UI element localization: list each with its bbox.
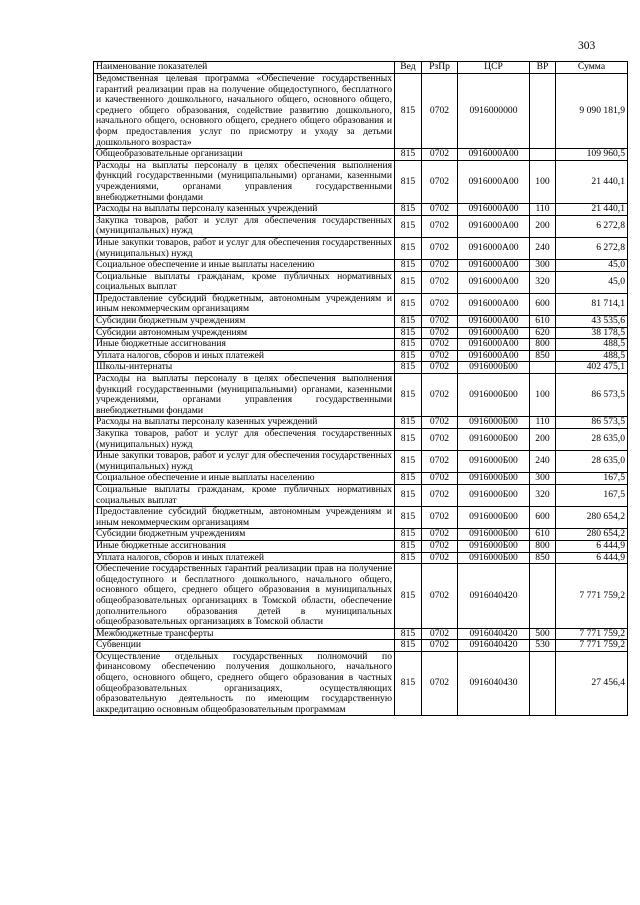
row-vr: 530 [530, 640, 556, 652]
row-csr: 0916000А00 [458, 149, 530, 161]
row-csr: 0916000А00 [458, 260, 530, 272]
row-rzpr: 0702 [422, 651, 458, 716]
table-row [94, 339, 628, 351]
row-name: Расходы на выплаты персоналу казенных учреждений [94, 417, 395, 429]
row-rzpr: 0702 [422, 350, 458, 362]
row-vr: 600 [530, 293, 556, 315]
row-vr: 110 [530, 417, 556, 429]
row-name: Субсидии бюджетным учреждениям [94, 529, 395, 541]
row-ved: 815 [395, 628, 422, 640]
row-name: Расходы на выплаты персоналу казенных учреждений [94, 204, 395, 216]
row-ved: 815 [395, 316, 422, 328]
row-name: Субвенции [94, 640, 395, 652]
table-row [94, 552, 628, 564]
row-csr: 0916000Б00 [458, 473, 530, 485]
row-sum: 488,5 [556, 339, 628, 351]
row-sum: 28 635,0 [556, 429, 628, 451]
table-row [94, 564, 628, 629]
table-row [94, 429, 628, 451]
row-vr: 850 [530, 552, 556, 564]
row-vr: 200 [530, 429, 556, 451]
row-vr: 850 [530, 350, 556, 362]
table-row [94, 484, 628, 506]
row-sum: 6 272,8 [556, 215, 628, 237]
row-rzpr: 0702 [422, 74, 458, 149]
row-vr: 600 [530, 507, 556, 529]
row-name: Межбюджетные трансферты [94, 628, 395, 640]
header-rzpr: РзПр [422, 62, 458, 74]
row-rzpr: 0702 [422, 552, 458, 564]
row-csr: 0916040420 [458, 640, 530, 652]
row-ved: 815 [395, 215, 422, 237]
row-csr: 0916000А00 [458, 339, 530, 351]
row-ved: 815 [395, 237, 422, 259]
row-sum: 86 573,5 [556, 417, 628, 429]
row-vr: 100 [530, 374, 556, 417]
row-rzpr: 0702 [422, 417, 458, 429]
row-vr: 240 [530, 237, 556, 259]
row-ved: 815 [395, 564, 422, 629]
row-rzpr: 0702 [422, 362, 458, 374]
row-rzpr: 0702 [422, 628, 458, 640]
row-vr: 320 [530, 271, 556, 293]
row-csr: 0916000А00 [458, 350, 530, 362]
row-sum: 86 573,5 [556, 374, 628, 417]
row-sum: 167,5 [556, 484, 628, 506]
row-name: Социальное обеспечение и иные выплаты населению [94, 260, 395, 272]
table-row [94, 350, 628, 362]
row-csr: 0916040420 [458, 564, 530, 629]
row-rzpr: 0702 [422, 473, 458, 485]
row-name: Расходы на выплаты персоналу в целях обеспечения выполнения функций государственными (муниципальными) органами, казенными учреждениями, органами управления государственными внебюджетными фондами [94, 160, 395, 203]
row-rzpr: 0702 [422, 204, 458, 216]
table-row [94, 271, 628, 293]
row-vr: 320 [530, 484, 556, 506]
row-ved: 815 [395, 350, 422, 362]
row-sum: 21 440,1 [556, 204, 628, 216]
header-ved: Вед [395, 62, 422, 74]
row-sum: 81 714,1 [556, 293, 628, 315]
row-sum: 7 771 759,2 [556, 564, 628, 629]
row-sum: 45,0 [556, 271, 628, 293]
row-name: Закупка товаров, работ и услуг для обеспечения государственных (муниципальных) нужд [94, 429, 395, 451]
row-ved: 815 [395, 260, 422, 272]
row-ved: 815 [395, 327, 422, 339]
row-name: Социальные выплаты гражданам, кроме публичных нормативных социальных выплат [94, 484, 395, 506]
table-header-row [94, 62, 628, 74]
row-csr: 0916000А00 [458, 327, 530, 339]
row-ved: 815 [395, 339, 422, 351]
header-csr: ЦСР [458, 62, 530, 74]
row-rzpr: 0702 [422, 374, 458, 417]
header-vr: ВР [530, 62, 556, 74]
table-row [94, 628, 628, 640]
row-ved: 815 [395, 451, 422, 473]
row-ved: 815 [395, 651, 422, 716]
row-name: Иные бюджетные ассигнования [94, 540, 395, 552]
row-csr: 0916000Б00 [458, 451, 530, 473]
row-rzpr: 0702 [422, 316, 458, 328]
row-sum: 28 635,0 [556, 451, 628, 473]
row-ved: 815 [395, 507, 422, 529]
row-ved: 815 [395, 473, 422, 485]
row-vr: 800 [530, 339, 556, 351]
row-rzpr: 0702 [422, 451, 458, 473]
row-name: Закупка товаров, работ и услуг для обеспечения государственных (муниципальных) нужд [94, 215, 395, 237]
row-vr: 100 [530, 160, 556, 203]
table-row [94, 204, 628, 216]
row-csr: 0916000Б00 [458, 429, 530, 451]
row-sum: 43 535,6 [556, 316, 628, 328]
row-vr [530, 149, 556, 161]
row-csr: 0916000А00 [458, 271, 530, 293]
header-sum: Сумма [556, 62, 628, 74]
row-sum: 9 090 181,9 [556, 74, 628, 149]
row-ved: 815 [395, 374, 422, 417]
table-row [94, 473, 628, 485]
row-vr: 500 [530, 628, 556, 640]
row-vr: 200 [530, 215, 556, 237]
row-csr: 0916000А00 [458, 215, 530, 237]
row-sum: 45,0 [556, 260, 628, 272]
row-ved: 815 [395, 74, 422, 149]
table-row [94, 362, 628, 374]
row-name: Расходы на выплаты персоналу в целях обеспечения выполнения функций государственными (муниципальными) органами, казенными учреждениями, органами управления государственными внебюджетными фондами [94, 374, 395, 417]
row-csr: 0916000А00 [458, 237, 530, 259]
row-ved: 815 [395, 362, 422, 374]
row-sum: 6 272,8 [556, 237, 628, 259]
table-row [94, 640, 628, 652]
row-sum: 27 456,4 [556, 651, 628, 716]
row-name: Школы-интернаты [94, 362, 395, 374]
row-sum: 167,5 [556, 473, 628, 485]
row-rzpr: 0702 [422, 237, 458, 259]
row-vr: 610 [530, 316, 556, 328]
row-name: Иные закупки товаров, работ и услуг для обеспечения государственных (муниципальных) нужд [94, 237, 395, 259]
row-vr [530, 74, 556, 149]
table-row [94, 149, 628, 161]
row-sum: 21 440,1 [556, 160, 628, 203]
table-row [94, 74, 628, 149]
row-sum: 6 444,9 [556, 540, 628, 552]
row-ved: 815 [395, 149, 422, 161]
row-sum: 6 444,9 [556, 552, 628, 564]
row-csr: 0916000Б00 [458, 374, 530, 417]
row-vr: 610 [530, 529, 556, 541]
row-csr: 0916040420 [458, 628, 530, 640]
row-name: Уплата налогов, сборов и иных платежей [94, 350, 395, 362]
row-ved: 815 [395, 529, 422, 541]
row-rzpr: 0702 [422, 339, 458, 351]
row-sum: 488,5 [556, 350, 628, 362]
row-csr: 0916000А00 [458, 316, 530, 328]
row-csr: 0916000Б00 [458, 507, 530, 529]
row-vr [530, 564, 556, 629]
row-csr: 0916000Б00 [458, 540, 530, 552]
row-sum: 280 654,2 [556, 529, 628, 541]
table-row [94, 451, 628, 473]
row-rzpr: 0702 [422, 529, 458, 541]
row-name: Общеобразовательные организации [94, 149, 395, 161]
row-rzpr: 0702 [422, 160, 458, 203]
row-vr: 300 [530, 260, 556, 272]
table-row [94, 215, 628, 237]
row-rzpr: 0702 [422, 149, 458, 161]
row-rzpr: 0702 [422, 640, 458, 652]
table-row [94, 316, 628, 328]
row-name: Предоставление субсидий бюджетным, автономным учреждениям и иным некоммерческим организациям [94, 507, 395, 529]
row-name: Иные закупки товаров, работ и услуг для обеспечения государственных (муниципальных) нужд [94, 451, 395, 473]
row-name: Обеспечение государственных гарантий реализации прав на получение общедоступного и бесплатного дошкольного, начального общего, основного общего, среднего общего образования в муниципальных общеобразовательных организациях в Томской области, обеспечение дополнительного образования детей в муниципальных общеобразовательных организациях в Томской области [94, 564, 395, 629]
row-vr [530, 651, 556, 716]
row-rzpr: 0702 [422, 293, 458, 315]
row-rzpr: 0702 [422, 327, 458, 339]
table-row [94, 540, 628, 552]
row-ved: 815 [395, 293, 422, 315]
row-rzpr: 0702 [422, 429, 458, 451]
table-row [94, 160, 628, 203]
row-csr: 0916000Б00 [458, 417, 530, 429]
row-name: Субсидии бюджетным учреждениям [94, 316, 395, 328]
row-vr [530, 362, 556, 374]
row-ved: 815 [395, 552, 422, 564]
budget-table [93, 61, 628, 716]
row-rzpr: 0702 [422, 260, 458, 272]
header-name: Наименование показателей [94, 62, 395, 74]
row-name: Субсидии автономным учреждениям [94, 327, 395, 339]
row-vr: 620 [530, 327, 556, 339]
row-ved: 815 [395, 540, 422, 552]
table-row [94, 529, 628, 541]
row-rzpr: 0702 [422, 484, 458, 506]
table-row [94, 237, 628, 259]
row-vr: 240 [530, 451, 556, 473]
row-csr: 0916000А00 [458, 293, 530, 315]
row-sum: 38 178,5 [556, 327, 628, 339]
row-vr: 110 [530, 204, 556, 216]
table-row [94, 374, 628, 417]
row-csr: 0916000А00 [458, 204, 530, 216]
row-sum: 280 654,2 [556, 507, 628, 529]
row-name: Уплата налогов, сборов и иных платежей [94, 552, 395, 564]
row-ved: 815 [395, 640, 422, 652]
row-name: Осуществление отдельных государственных полномочий по финансовому обеспечению получения дошкольного, начального общего, основного общего, среднего общего образования в частных общеобразовательных организациях, осуществляющих образовательную деятельность по имеющим государственную аккредитацию основным общеобразовательным программам [94, 651, 395, 716]
row-csr: 0916000000 [458, 74, 530, 149]
row-rzpr: 0702 [422, 215, 458, 237]
row-name: Предоставление субсидий бюджетным, автономным учреждениям и иным некоммерческим организациям [94, 293, 395, 315]
row-ved: 815 [395, 429, 422, 451]
row-csr: 0916000Б00 [458, 362, 530, 374]
row-sum: 7 771 759,2 [556, 628, 628, 640]
row-ved: 815 [395, 271, 422, 293]
row-name: Иные бюджетные ассигнования [94, 339, 395, 351]
row-csr: 0916000Б00 [458, 529, 530, 541]
row-ved: 815 [395, 417, 422, 429]
row-csr: 0916000Б00 [458, 484, 530, 506]
row-ved: 815 [395, 484, 422, 506]
row-rzpr: 0702 [422, 564, 458, 629]
row-rzpr: 0702 [422, 507, 458, 529]
row-csr: 0916040430 [458, 651, 530, 716]
row-name: Ведомственная целевая программа «Обеспечение государственных гарантий реализации прав на получение общедоступного, бесплатного и качественного дошкольного, начального общего, основного общего, среднего общего образования, содействие развитию дошкольного, начального общего, основного общего, среднего общего образования и форм предоставления услуг по присмотру и уходу за детьми дошкольного возраста» [94, 74, 395, 149]
table-row [94, 293, 628, 315]
row-vr: 300 [530, 473, 556, 485]
row-sum: 109 960,5 [556, 149, 628, 161]
row-rzpr: 0702 [422, 271, 458, 293]
row-vr: 800 [530, 540, 556, 552]
table-row [94, 327, 628, 339]
row-sum: 402 475,1 [556, 362, 628, 374]
table-row [94, 507, 628, 529]
row-rzpr: 0702 [422, 540, 458, 552]
table-body [94, 74, 628, 716]
table-row [94, 651, 628, 716]
row-csr: 0916000А00 [458, 160, 530, 203]
table-row [94, 260, 628, 272]
page-number: 303 [578, 40, 596, 52]
row-ved: 815 [395, 160, 422, 203]
row-sum: 7 771 759,2 [556, 640, 628, 652]
row-csr: 0916000Б00 [458, 552, 530, 564]
row-name: Социальные выплаты гражданам, кроме публичных нормативных социальных выплат [94, 271, 395, 293]
table-row [94, 417, 628, 429]
row-name: Социальное обеспечение и иные выплаты населению [94, 473, 395, 485]
row-ved: 815 [395, 204, 422, 216]
